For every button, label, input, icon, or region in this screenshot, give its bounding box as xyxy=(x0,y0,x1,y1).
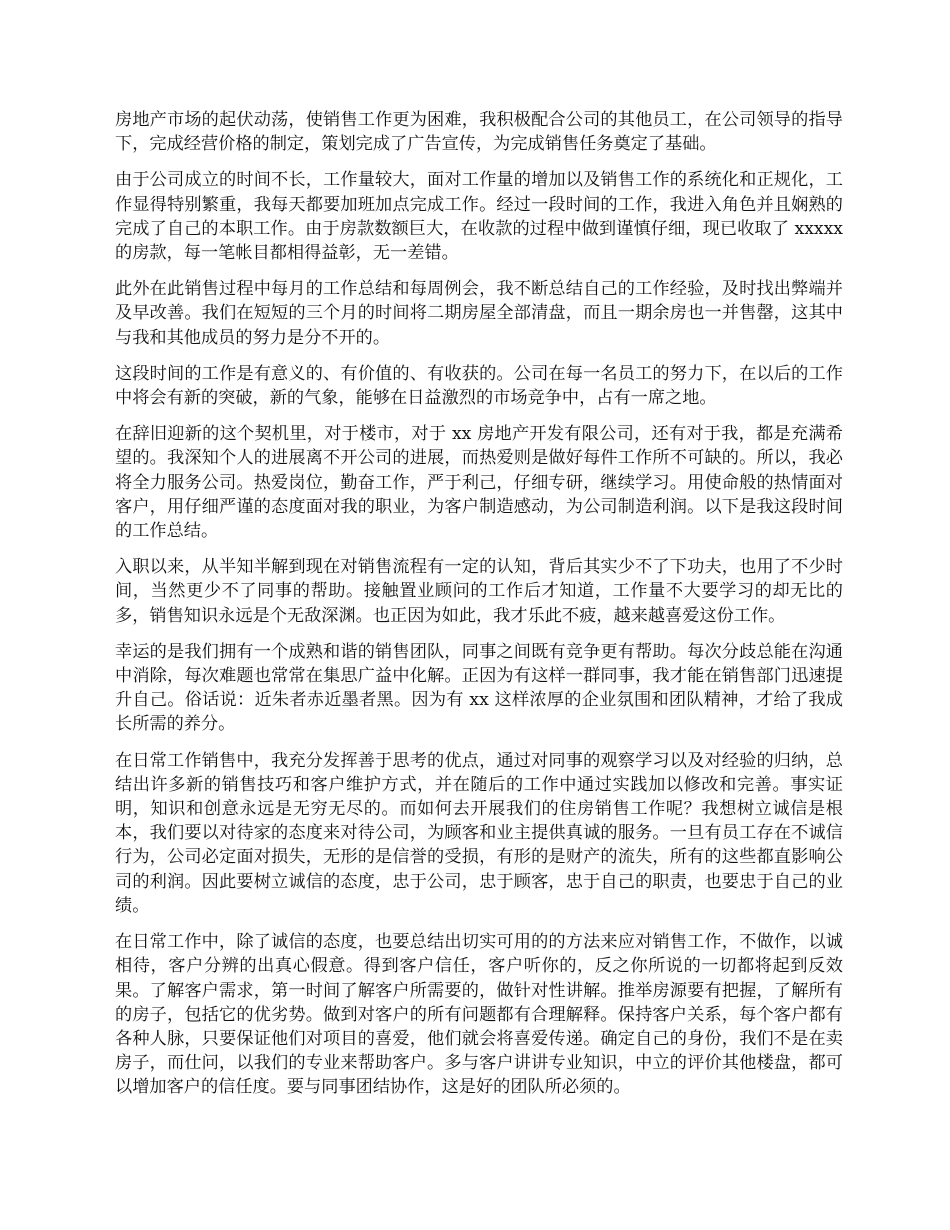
paragraph-6: 入职以来，从半知半解到现在对销售流程有一定的认知，背后其实少不了下功夫，也用了不少时间，当然更少不了同事的帮助。接触置业顾问的工作后才知道，工作量不大要学习的却无比的多，销售知识永远是个无敌深渊。也正因为如此，我才乐此不疲，越来越喜爱这份工作。 xyxy=(115,557,843,626)
paragraph-9: 在日常工作中，除了诚信的态度，也要总结出切实可用的的方法来应对销售工作，不做作，以诚相待，客户分辨的出真心假意。得到客户信任，客户听你的，反之你所说的一切都将起到反效果。了解客户需求，第一时间了解客户所需要的，做针对性讲解。推举房源要有把握，了解所有的房子，包括它的优劣势。做到对客户的所有问题都有合理解释。保持客户关系，每个客户都有各种人脉，只要保证他们对项目的喜爱，他们就会将喜爱传递。确定自己的身份，我们不是在卖房子，而仕问，以我们的专业来帮助客户。多与客户讲讲专业知识，中立的评价其他楼盘，都可以增加客户的信任度。要与同事团结协作，这是好的团队所必须的。 xyxy=(115,932,843,1098)
paragraph-3: 此外在此销售过程中每月的工作总结和每周例会，我不断总结自己的工作经验，及时找出弊端并及早改善。我们在短短的三个月的时间将二期房屋全部清盘，而且一期余房也一并售罄，这其中与我和其他成员的努力是分不开的。 xyxy=(115,279,843,348)
paragraph-8: 在日常工作销售中，我充分发挥善于思考的优点，通过对同事的观察学习以及对经验的归纳，总结出许多新的销售技巧和客户维护方式，并在随后的工作中通过实践加以修改和完善。事实证明，知识和创意永远是无穷无尽的。而如何去开展我们的住房销售工作呢？我想树立诚信是根本，我们要以对待家的态度来对待公司，为顾客和业主提供真诚的服务。一旦有员工存在不诚信行为，公司必定面对损失，无形的是信誉的受损，有形的是财产的流失，所有的这些都直影响公司的利润。因此要树立诚信的态度，忠于公司，忠于顾客，忠于自己的职责，也要忠于自己的业绩。 xyxy=(115,750,843,916)
paragraph-7: 幸运的是我们拥有一个成熟和谐的销售团队，同事之间既有竞争更有帮助。每次分歧总能在沟通中消除，每次难题也常常在集思广益中化解。正因为有这样一群同事，我才能在销售部门迅速提升自己。俗话说：近朱者赤近墨者黑。因为有 xx 这样浓厚的企业氛围和团队精神，才给了我成长所需的养分。 xyxy=(115,641,843,735)
document-page xyxy=(115,108,843,1112)
paragraph-1: 房地产市场的起伏动荡，使销售工作更为困难，我积极配合公司的其他员工，在公司领导的指导下，完成经营价格的制定，策划完成了广告宣传，为完成销售任务奠定了基础。 xyxy=(115,110,843,155)
paragraph-4: 这段时间的工作是有意义的、有价值的、有收获的。公司在每一名员工的努力下，在以后的工作中将会有新的突破，新的气象，能够在日益激烈的市场竞争中，占有一席之地。 xyxy=(115,363,843,409)
paragraph-2: 由于公司成立的时间不长，工作量较大，面对工作量的增加以及销售工作的系统化和正规化，工作显得特别繁重，我每天都要加班加点完成工作。经过一段时间的工作，我进入角色并且娴熟的完成了自己的本职工作。由于房款数额巨大，在收款的过程中做到谨慎仔细，现已收取了 xxxxx 的房款，每一笔帐目都相得益彰，无一差错。 xyxy=(115,170,843,264)
paragraph-5: 在辞旧迎新的这个契机里，对于楼市，对于 xx 房地产开发有限公司，还有对于我，都是充满希望的。我深知个人的进展离不开公司的进展，而热爱则是做好每件工作所不可缺的。所以，我必将全力服务公司。热爱岗位，勤奋工作，严于利己，仔细专研，继续学习。用使命般的热情面对客户，用仔细严谨的态度面对我的职业，为客户制造感动，为公司制造利润。以下是我这段时间的工作总结。 xyxy=(115,424,843,542)
